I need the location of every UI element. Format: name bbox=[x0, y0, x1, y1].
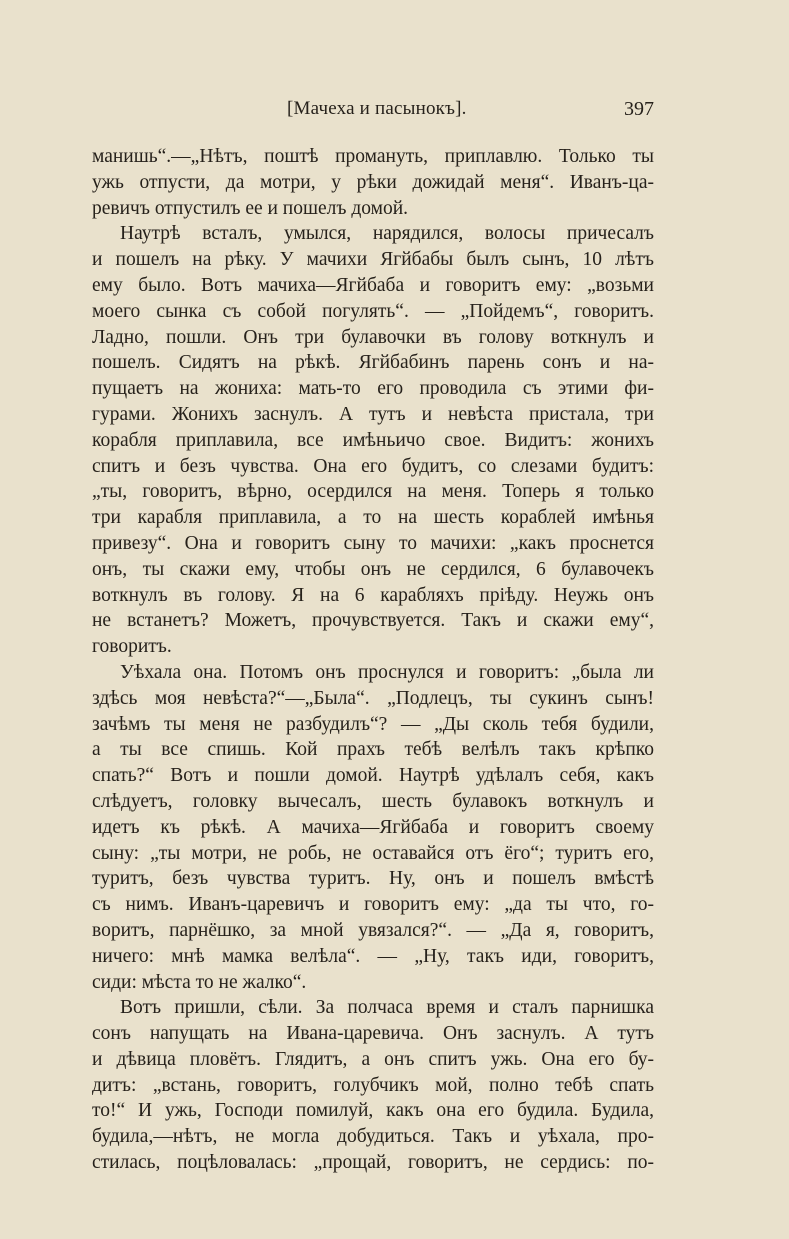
text-line: привезу“. Она и говоритъ сыну то мачихи: „какъ проснется bbox=[92, 532, 654, 554]
text-line: съ нимъ. Иванъ-царевичъ и говоритъ ему: „да ты что, го- bbox=[92, 894, 654, 916]
text-line: сиди: мѣста то не жалко“. bbox=[92, 971, 307, 993]
text-line: спать?“ Вотъ и пошли домой. Наутрѣ удѣлалъ себя, какъ bbox=[92, 765, 654, 787]
text-line: здѣсь моя невѣста?“—„Была“. „Подлецъ, ты сукинъ сынъ! bbox=[92, 687, 654, 709]
text-line: спитъ и безъ чувства. Она его будитъ, со слезами будитъ: bbox=[92, 455, 654, 477]
text-line: будила,—нѣтъ, не могла добудиться. Такъ и уѣхала, про- bbox=[92, 1126, 654, 1148]
text-line: Ладно, пошли. Онъ три булавочки въ голову воткнулъ и bbox=[92, 326, 654, 348]
page-number: 397 bbox=[624, 98, 654, 120]
text-line: стилась, поцѣловалась: „прощай, говоритъ, не сердись: по- bbox=[92, 1152, 654, 1174]
text-line: ничего: мнѣ мамка велѣла“. — „Ну, такъ иди, говоритъ, bbox=[92, 945, 654, 967]
text-line: а ты все спишь. Кой прахъ тебѣ велѣлъ такъ крѣпко bbox=[92, 739, 654, 761]
text-line: воткнулъ въ голову. Я на 6 карабляхъ прiѣду. Неужь онъ bbox=[92, 584, 654, 606]
text-line: Наутрѣ всталъ, умылся, нарядился, волосы причесалъ bbox=[120, 223, 654, 245]
text-line: ему было. Вотъ мачиха—Ягйбаба и говоритъ ему: „возьми bbox=[92, 274, 654, 296]
text-line: онъ, ты скажи ему, чтобы онъ не сердился, 6 булавочекъ bbox=[92, 558, 654, 580]
page-header bbox=[92, 98, 654, 128]
text-line: три карабля приплавила, а то на шесть кораблей имѣнья bbox=[92, 507, 654, 529]
text-line: туритъ, безъ чувства туритъ. Ну, онъ и пошелъ вмѣстѣ bbox=[92, 868, 654, 890]
text-line: зачѣмъ ты меня не разбудилъ“? — „Ды сколь тебя будили, bbox=[92, 713, 654, 735]
text-line: идетъ къ рѣкѣ. А мачиха—Ягйбаба и говоритъ своему bbox=[92, 816, 654, 838]
text-line: моего сынка съ собой погулять“. — „Пойдемъ“, говоритъ. bbox=[92, 300, 654, 322]
text-line: сыну: „ты мотри, не робь, не оставайся отъ ёго“; туритъ его, bbox=[92, 842, 654, 864]
text-line: сонъ напущать на Ивана-царевича. Онъ заснулъ. А тутъ bbox=[92, 1023, 654, 1045]
text-line: слѣдуетъ, головку вычесалъ, шесть булавокъ воткнулъ и bbox=[92, 790, 654, 812]
text-line: не встанетъ? Можетъ, прочувствуется. Такъ и скажи ему“, bbox=[92, 610, 654, 632]
text-line: воритъ, парнёшко, за мной увязался?“. — „Да я, говоритъ, bbox=[92, 919, 654, 941]
text-line: пошелъ. Сидятъ на рѣкѣ. Ягйбабинъ парень сонъ и на- bbox=[92, 352, 654, 374]
body-text bbox=[92, 144, 654, 1176]
text-line: дитъ: „встань, говоритъ, голубчикъ мой, полно тебѣ спать bbox=[92, 1074, 654, 1096]
running-title: [Мачеха и пасынокъ]. bbox=[287, 98, 467, 119]
text-line: манишь“.—„Нѣтъ, поштѣ промануть, приплавлю. Только ты bbox=[92, 146, 654, 167]
text-line: Вотъ пришли, сѣли. За полчаса время и сталъ парнишка bbox=[120, 997, 654, 1019]
text-line: Уѣхала она. Потомъ онъ проснулся и говоритъ: „была ли bbox=[120, 661, 654, 683]
text-line: то!“ И ужь, Господи помилуй, какъ она его будила. Будила, bbox=[92, 1100, 654, 1122]
text-line: пущаетъ на жониха: мать-то его проводила съ этими фи- bbox=[92, 378, 654, 400]
text-line: гурами. Жонихъ заснулъ. А тутъ и невѣста пристала, три bbox=[92, 403, 654, 425]
text-line: ревичъ отпустилъ ее и пошелъ домой. bbox=[92, 197, 409, 219]
text-line: корабля приплавила, все имѣньичо свое. Видитъ: жонихъ bbox=[92, 429, 654, 451]
text-line: и пошелъ на рѣку. У мачихи Ягйбабы былъ сынъ, 10 лѣтъ bbox=[92, 249, 654, 271]
text-line: говоритъ. bbox=[92, 636, 172, 658]
text-line: „ты, говоритъ, вѣрно, осердился на меня. Топерь я только bbox=[92, 481, 654, 503]
text-line: и дѣвица пловётъ. Глядитъ, а онъ спитъ ужь. Она его бу- bbox=[92, 1048, 654, 1070]
text-line: ужь отпусти, да мотри, у рѣки дожидай меня“. Иванъ-ца- bbox=[92, 171, 654, 193]
